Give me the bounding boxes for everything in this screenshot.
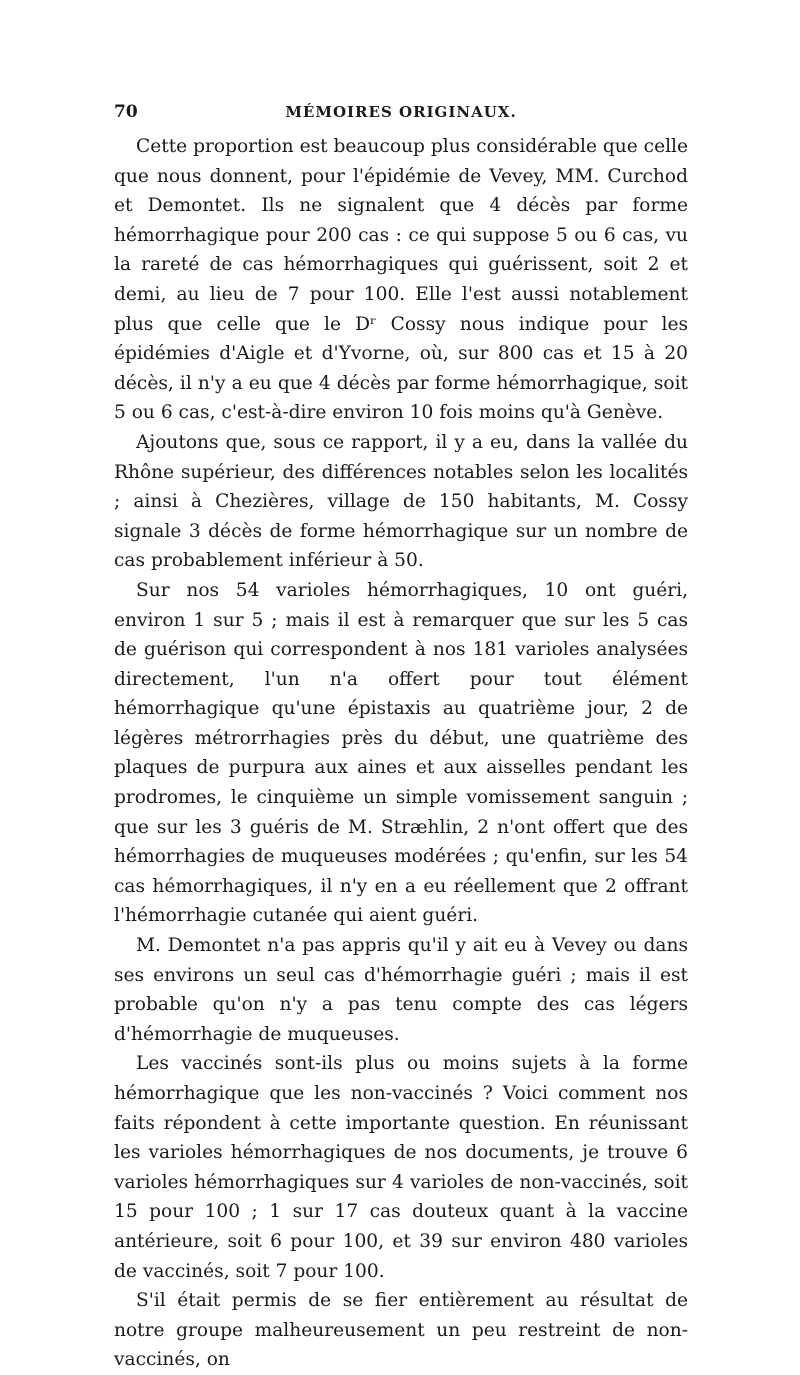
paragraph-4: M. Demontet n'a pas appris qu'il y ait eu à Vevey ou dans ses environs un seul cas d'hémorrhagie guéri ; mais il est probable qu'on n'y a pas tenu compte des cas légers d'hémorrhagie de muqueuses. [114,935,688,1045]
page-number: 70 [114,102,138,122]
body-text [114,132,688,1375]
paragraph-3: Sur nos 54 varioles hémorrhagiques, 10 ont guéri, environ 1 sur 5 ; mais il est à remarquer que sur les 5 cas de guérison qui correspondent à nos 181 varioles analysées directement, l'un n'a offert pour tout élément hémorrhagique qu'une épistaxis au quatrième jour, 2 de légères métrorrhagies près du début, une quatrième des plaques de purpura aux aines et aux aisselles pendant les prodromes, le cinquième un simple vomissement sanguin ; que sur les 3 guéris de M. Stræhlin, 2 n'ont offert que des hémorrhagies de muqueuses modérées ; qu'enfin, sur les 54 cas hémorrhagiques, il n'y en a eu réellement que 2 offrant l'hémorrhagie cutanée qui aient guéri. [114,579,688,927]
paragraph-2: Ajoutons que, sous ce rapport, il y a eu, dans la vallée du Rhône supérieur, des différences notables selon les localités ; ainsi à Chezières, village de 150 habitants, M. Cossy signale 3 décès de forme hémorrhagique sur un nombre de cas probablement inférieur à 50. [114,431,688,572]
paragraph-5: Les vaccinés sont-ils plus ou moins sujets à la forme hémorrhagique que les non-vaccinés ? Voici comment nos faits répondent à cette importante question. En réunissant les varioles hémorrhagiques de nos documents, je trouve 6 varioles hémorrhagiques sur 4 varioles de non-vaccinés, soit 15 pour 100 ; 1 sur 17 cas douteux quant à la vaccine antérieure, soit 6 pour 100, et 39 sur environ 480 varioles de vaccinés, soit 7 pour 100. [114,1053,688,1282]
running-title: MÉMOIRES ORIGINAUX. [285,103,517,121]
paragraph-1: Cette proportion est beaucoup plus considérable que celle que nous donnent, pour l'épidémie de Vevey, MM. Curchod et Demontet. Ils ne signalent que 4 décès par forme hémorrhagique pour 200 cas : ce qui suppose 5 ou 6 cas, vu la rareté de cas hémorrhagiques qui guérissent, soit 2 et demi, au lieu de 7 pour 100. Elle l'est aussi notablement plus que celle que le Dʳ Cossy nous indique pour les épidémies d'Aigle et d'Yvorne, où, sur 800 cas et 15 à 20 décès, il n'y a eu que 4 décès par forme hémorrhagique, soit 5 ou 6 cas, c'est-à-dire environ 10 fois moins qu'à Genève. [114,136,688,424]
paragraph-6: S'il était permis de se fier entièrement au résultat de notre groupe malheureusement un peu restreint de non-vaccinés, on [114,1290,688,1371]
running-head [114,102,688,128]
